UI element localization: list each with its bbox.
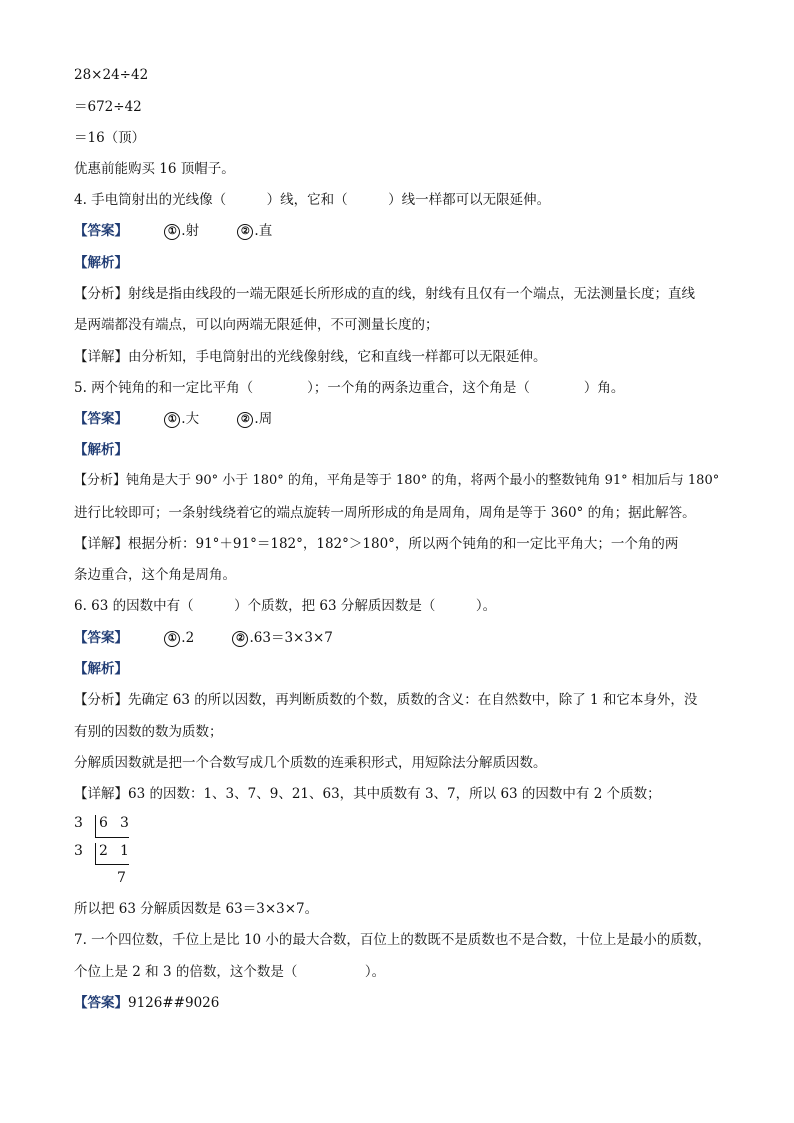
conclusion-6: 所以把 63 分解质因数是 63＝3×3×7。 [74, 901, 319, 917]
answer-marker-1: ① [164, 631, 180, 647]
answer-tag: 【答案】 [74, 411, 128, 427]
answer-6: 【答案】 ① .2 ② .63＝3×3×7 [74, 630, 333, 646]
division-digit: 2 [99, 843, 108, 859]
answer-value-1: 2 [185, 630, 195, 646]
division-digit: 3 [120, 815, 129, 831]
calc-line-3: ＝16（顶） [74, 130, 146, 146]
division-divisor-2: 3 [74, 843, 83, 859]
answer-value-2: 63＝3×3×7 [253, 630, 333, 646]
detail-5-line-2: 条边重合，这个角是周角。 [74, 567, 236, 583]
answer-marker-1: ① [164, 224, 180, 240]
question-5: 5. 两个钝角的和一定比平角（ ）；一个角的两条边重合，这个角是（ ）角。 [74, 380, 625, 396]
division-bracket-horizontal [95, 837, 129, 838]
answer-marker-2: ② [237, 412, 253, 428]
analysis-6-line-2: 有别的因数的数为质数； [74, 724, 223, 740]
answer-value-2: 直 [258, 223, 273, 239]
answer-7 [74, 993, 219, 1013]
question-4: 4. 手电筒射出的光线像（ ）线，它和（ ）线一样都可以无限延伸。 [74, 192, 551, 208]
division-bracket-vertical [95, 815, 96, 837]
answer-value-1: 大 [185, 411, 200, 427]
answer-value: 9126##9026 [128, 995, 220, 1011]
answer-value-1: 射 [185, 223, 200, 239]
analysis-tag-5: 【解析】 [74, 442, 128, 458]
analysis-4-line-2: 是两端都没有端点，可以向两端无限延伸，不可测量长度的； [74, 317, 439, 333]
analysis-tag-6: 【解析】 [74, 661, 128, 677]
analysis-6-line-3: 分解质因数就是把一个合数写成几个质数的连乘积形式，用短除法分解质因数。 [74, 755, 547, 771]
answer-4: 【答案】 ① .射 ② .直 [74, 223, 273, 239]
detail-5-line-1: 【详解】根据分析：91°＋91°＝182°，182°＞180°，所以两个钝角的和一定比平角大；一个角的两 [74, 536, 679, 552]
analysis-4-line-1: 【分析】射线是指由线段的一端无限延长所形成的直的线，射线有且仅有一个端点，无法测量长度；直线 [74, 286, 695, 302]
answer-5: 【答案】 ① .大 ② .周 [74, 411, 273, 427]
answer-tag: 【答案】 [74, 995, 128, 1011]
detail-4: 【详解】由分析知，手电筒射出的光线像射线，它和直线一样都可以无限延伸。 [74, 349, 547, 365]
question-7-line-2: 个位上是 2 和 3 的倍数，这个数是（ ）。 [74, 964, 386, 980]
analysis-6-line-1: 【分析】先确定 63 的所以因数，再判断质数的个数，质数的含义：在自然数中，除了 1 和它本身外，没 [74, 692, 698, 708]
detail-6: 【详解】63 的因数：1、3、7、9、21、63，其中质数有 3、7，所以 63 的因数中有 2 个质数； [74, 786, 661, 802]
division-digit: 6 [99, 815, 108, 831]
answer-value-2: 周 [258, 411, 273, 427]
calc-line-2: ＝672÷42 [74, 99, 142, 115]
answer-marker-1: ① [164, 412, 180, 428]
division-divisor-1: 3 [74, 815, 83, 831]
analysis-5-line-1: 【分析】钝角是大于 90° 小于 180° 的角，平角是等于 180° 的角，将两个最小的整数钝角 91° 相加后与 180° [74, 473, 720, 488]
division-digit: 1 [120, 843, 129, 859]
division-bracket-horizontal [95, 864, 129, 865]
analysis-5-line-2: 进行比较即可；一条射线绕着它的端点旋转一周所形成的角是周角，周角是等于 360° 的角；据此解答。 [74, 505, 696, 521]
answer-tag: 【答案】 [74, 630, 128, 646]
question-6: 6. 63 的因数中有（ ）个质数，把 63 分解质因数是（ ）。 [74, 598, 497, 614]
analysis-tag-4: 【解析】 [74, 255, 128, 271]
division-result: 7 [117, 870, 126, 886]
question-7-line-1: 7. 一个四位数，千位上是比 10 小的最大合数，百位上的数既不是质数也不是合数，十位上是最小的质数， [74, 932, 711, 948]
calc-conclusion: 优惠前能购买 16 顶帽子。 [74, 161, 235, 177]
division-bracket-vertical [95, 843, 96, 864]
answer-marker-2: ② [232, 631, 248, 647]
calc-line-1: 28×24÷42 [74, 67, 149, 83]
answer-tag: 【答案】 [74, 223, 128, 239]
answer-marker-2: ② [237, 224, 253, 240]
